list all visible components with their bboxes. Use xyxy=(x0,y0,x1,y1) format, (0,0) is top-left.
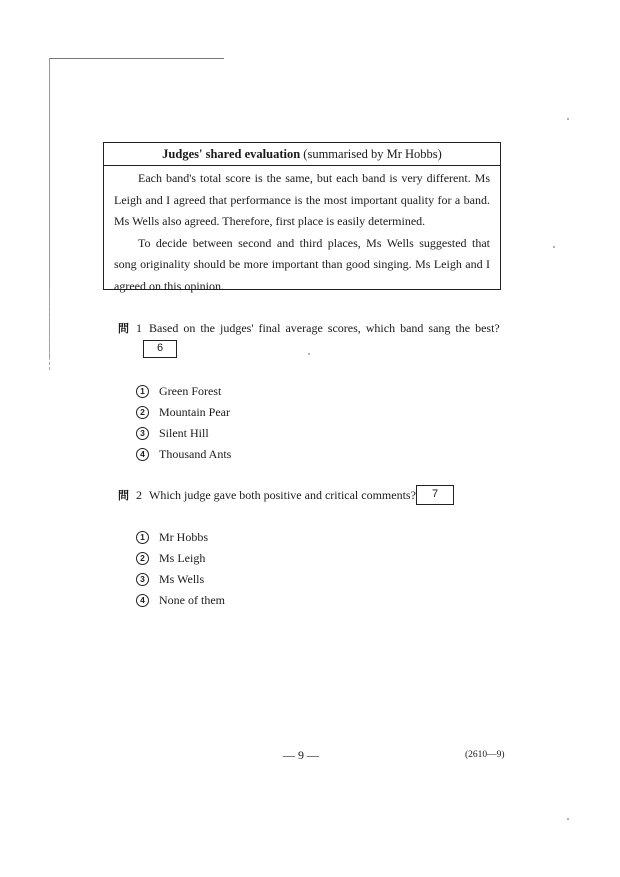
exam-code: (2610—9) xyxy=(465,750,505,760)
option-label: None of them xyxy=(159,593,225,607)
question-2 xyxy=(118,487,416,504)
answer-box-7[interactable]: 7 xyxy=(416,485,454,505)
option-number: 2 xyxy=(136,406,149,419)
q1-option-2[interactable] xyxy=(136,404,230,420)
evaluation-paragraph-2: To decide between second and third places, Ms Wells suggested that song originality should be more important than good singing. Ms Leigh and I agreed on this opinion. xyxy=(114,235,490,293)
evaluation-heading xyxy=(104,143,500,166)
margin-dash xyxy=(49,290,50,370)
option-label: Silent Hill xyxy=(159,426,209,440)
speck xyxy=(567,818,569,820)
evaluation-box xyxy=(103,142,501,293)
option-number: 1 xyxy=(136,531,149,544)
speck xyxy=(553,246,555,248)
option-number: 3 xyxy=(136,427,149,440)
question-mark: 問 xyxy=(118,489,129,502)
q1-option-4[interactable] xyxy=(136,446,231,462)
q1-option-3[interactable] xyxy=(136,425,209,441)
evaluation-paragraph-1: Each band's total score is the same, but each band is very different. Ms Leigh and I agreed that performance is the most important quality for a band. Ms Wells also agreed. Therefore, first place is easily determined. xyxy=(114,171,490,228)
evaluation-heading-rest: (summarised by Mr Hobbs) xyxy=(300,147,442,161)
option-label: Ms Leigh xyxy=(159,551,206,565)
question-1 xyxy=(118,320,500,337)
evaluation-body xyxy=(104,166,500,297)
option-number: 3 xyxy=(136,573,149,586)
option-number: 2 xyxy=(136,552,149,565)
option-label: Thousand Ants xyxy=(159,447,232,461)
option-label: Mountain Pear xyxy=(159,405,230,419)
option-number: 4 xyxy=(136,594,149,607)
q1-option-1[interactable] xyxy=(136,383,221,399)
question-text: Which judge gave both positive and critical comments? xyxy=(149,488,416,502)
speck xyxy=(308,353,310,355)
answer-box-6[interactable]: 6 xyxy=(143,340,177,358)
option-label: Ms Wells xyxy=(159,572,205,586)
q2-option-1[interactable] xyxy=(136,529,208,545)
option-number: 4 xyxy=(136,448,149,461)
option-number: 1 xyxy=(136,385,149,398)
q2-option-4[interactable] xyxy=(136,592,225,608)
question-text: Based on the judges' final average scores, which band sang the best? xyxy=(149,321,500,335)
question-number: 1 xyxy=(136,321,142,335)
page-number: — 9 — xyxy=(283,748,319,762)
speck xyxy=(567,118,569,120)
option-label: Mr Hobbs xyxy=(159,530,209,544)
q2-option-3[interactable] xyxy=(136,571,204,587)
evaluation-heading-bold: Judges' shared evaluation xyxy=(162,147,301,161)
corner-mark-horizontal xyxy=(49,58,224,59)
q2-option-2[interactable] xyxy=(136,550,205,566)
option-label: Green Forest xyxy=(159,384,222,398)
question-mark: 問 xyxy=(118,322,129,335)
question-number: 2 xyxy=(136,488,142,502)
